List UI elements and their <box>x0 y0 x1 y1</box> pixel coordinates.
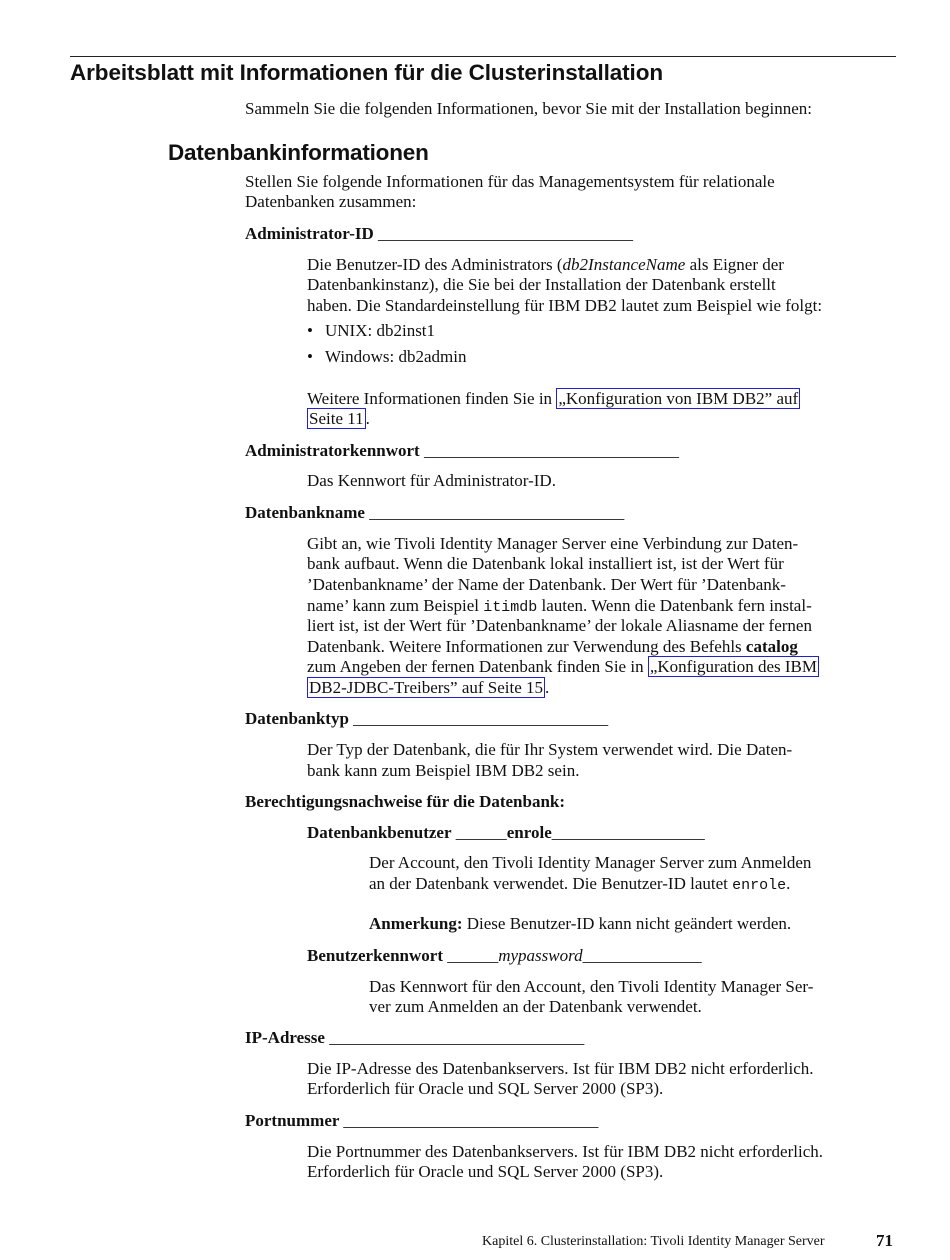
fill-blank: ______________________________ <box>423 441 679 460</box>
section-intro-2: Datenbanken zusammen: <box>245 192 417 211</box>
footer-chapter: Kapitel 6. Clusterinstallation: Tivoli Identity Manager Server <box>482 1234 825 1249</box>
ip-term: IP-Adresse ______________________________ <box>245 1028 585 1047</box>
page-title: Arbeitsblatt mit Informationen für die Clusterinstallation <box>70 60 663 85</box>
admin-id-more-1: Weitere Informationen finden Sie in „Konfiguration von IBM DB2” auf <box>307 389 799 408</box>
db-user-desc-2: an der Datenbank verwendet. Die Benutzer-ID lautet enrole. <box>369 874 791 894</box>
port-desc-2: Erforderlich für Oracle und SQL Server 2000 (SP3). <box>307 1162 664 1181</box>
page-intro: Sammeln Sie die folgenden Informationen, bevor Sie mit der Installation beginnen: <box>245 99 813 118</box>
user-pw-desc-2: ver zum Anmelden an der Datenbank verwendet. <box>369 997 702 1016</box>
section-title: Datenbankinformationen <box>168 140 429 165</box>
db-user-note: Anmerkung: Diese Benutzer-ID kann nicht geändert werden. <box>369 914 792 933</box>
fill-blank: ______________________________ <box>329 1028 585 1047</box>
db-type-desc-2: bank kann zum Beispiel IBM DB2 sein. <box>307 761 580 780</box>
admin-pw-term: Administratorkennwort ______________________________ <box>245 441 679 460</box>
user-pw-desc-1: Das Kennwort für den Account, den Tivoli Identity Manager Ser- <box>369 977 814 996</box>
page-number: 71 <box>876 1231 893 1250</box>
admin-id-bullets <box>307 321 466 373</box>
db-name-desc-2: bank aufbaut. Wenn die Datenbank lokal installiert ist, ist der Wert für <box>307 554 784 573</box>
admin-pw-desc: Das Kennwort für Administrator-ID. <box>307 471 556 490</box>
db-user-term: Datenbankbenutzer ______enrole__________________ <box>307 823 705 842</box>
port-desc-1: Die Portnummer des Datenbankservers. Ist für IBM DB2 nicht erforderlich. <box>307 1142 824 1161</box>
fill-blank: ______________________________ <box>353 709 609 728</box>
admin-id-desc-2: Datenbankinstanz), die Sie bei der Installation der Datenbank erstellt <box>307 275 776 294</box>
credentials-heading: Berechtigungsnachweise für die Datenbank: <box>245 792 566 811</box>
link-page-15[interactable]: DB2-JDBC-Treibers” auf Seite 15 <box>309 678 544 697</box>
db-name-desc-6: Datenbank. Weitere Informationen zur Verwendung des Befehls catalog <box>307 637 798 656</box>
admin-id-desc-1: Die Benutzer-ID des Administrators (db2InstanceName als Eigner der <box>307 255 784 274</box>
db-name-desc-3: ’Datenbankname’ der Name der Datenbank. Der Wert für ’Datenbank- <box>307 575 786 594</box>
db-type-term: Datenbanktyp ______________________________ <box>245 709 609 728</box>
db-name-desc-4: name’ kann zum Beispiel itimdb lauten. Wenn die Datenbank fern instal- <box>307 596 812 616</box>
user-pw-term: Benutzerkennwort ______mypassword______________ <box>307 946 702 965</box>
link-page-11[interactable]: Seite 11 <box>309 409 364 428</box>
db-name-desc-1: Gibt an, wie Tivoli Identity Manager Server eine Verbindung zur Daten- <box>307 534 799 553</box>
admin-id-more-2: Seite 11 . <box>309 409 370 428</box>
db-name-desc-5: liert ist, ist der Wert für ’Datenbankname’ der lokale Aliasname der fernen <box>307 616 812 635</box>
fill-blank: ______________________________ <box>369 503 625 522</box>
db-name-desc-7: zum Angeben der fernen Datenbank finden Sie in „Konfiguration des IBM <box>307 657 817 676</box>
db-type-desc-1: Der Typ der Datenbank, die für Ihr System verwendet wird. Die Daten- <box>307 740 793 759</box>
link-ibm-db2-config[interactable]: „Konfiguration von IBM DB2” auf <box>558 389 799 408</box>
user-pw-value: mypassword <box>498 946 583 965</box>
list-item: • Windows: db2admin <box>307 347 467 366</box>
db-user-value: enrole <box>506 823 552 842</box>
ip-desc-2: Erforderlich für Oracle und SQL Server 2000 (SP3). <box>307 1079 664 1098</box>
fill-blank: ______________________________ <box>343 1111 599 1130</box>
ip-desc-1: Die IP-Adresse des Datenbankservers. Ist für IBM DB2 nicht erforderlich. <box>307 1059 814 1078</box>
header-rule <box>70 56 896 57</box>
list-item: • UNIX: db2inst1 <box>307 321 436 340</box>
db-name-term: Datenbankname ______________________________ <box>245 503 625 522</box>
link-jdbc-config[interactable]: „Konfiguration des IBM <box>649 657 817 676</box>
admin-id-term: Administrator-ID ______________________________ <box>245 224 633 243</box>
db-name-desc-8: DB2-JDBC-Treibers” auf Seite 15 . <box>309 678 550 697</box>
db-user-desc-1: Der Account, den Tivoli Identity Manager Server zum Anmelden <box>369 853 812 872</box>
fill-blank: ______________________________ <box>378 224 633 243</box>
port-term: Portnummer ______________________________ <box>245 1111 599 1130</box>
admin-id-desc-3: haben. Die Standardeinstellung für IBM DB2 lautet zum Beispiel wie folgt: <box>307 296 823 315</box>
section-intro-1: Stellen Sie folgende Informationen für das Managementsystem für relationale <box>245 172 775 191</box>
